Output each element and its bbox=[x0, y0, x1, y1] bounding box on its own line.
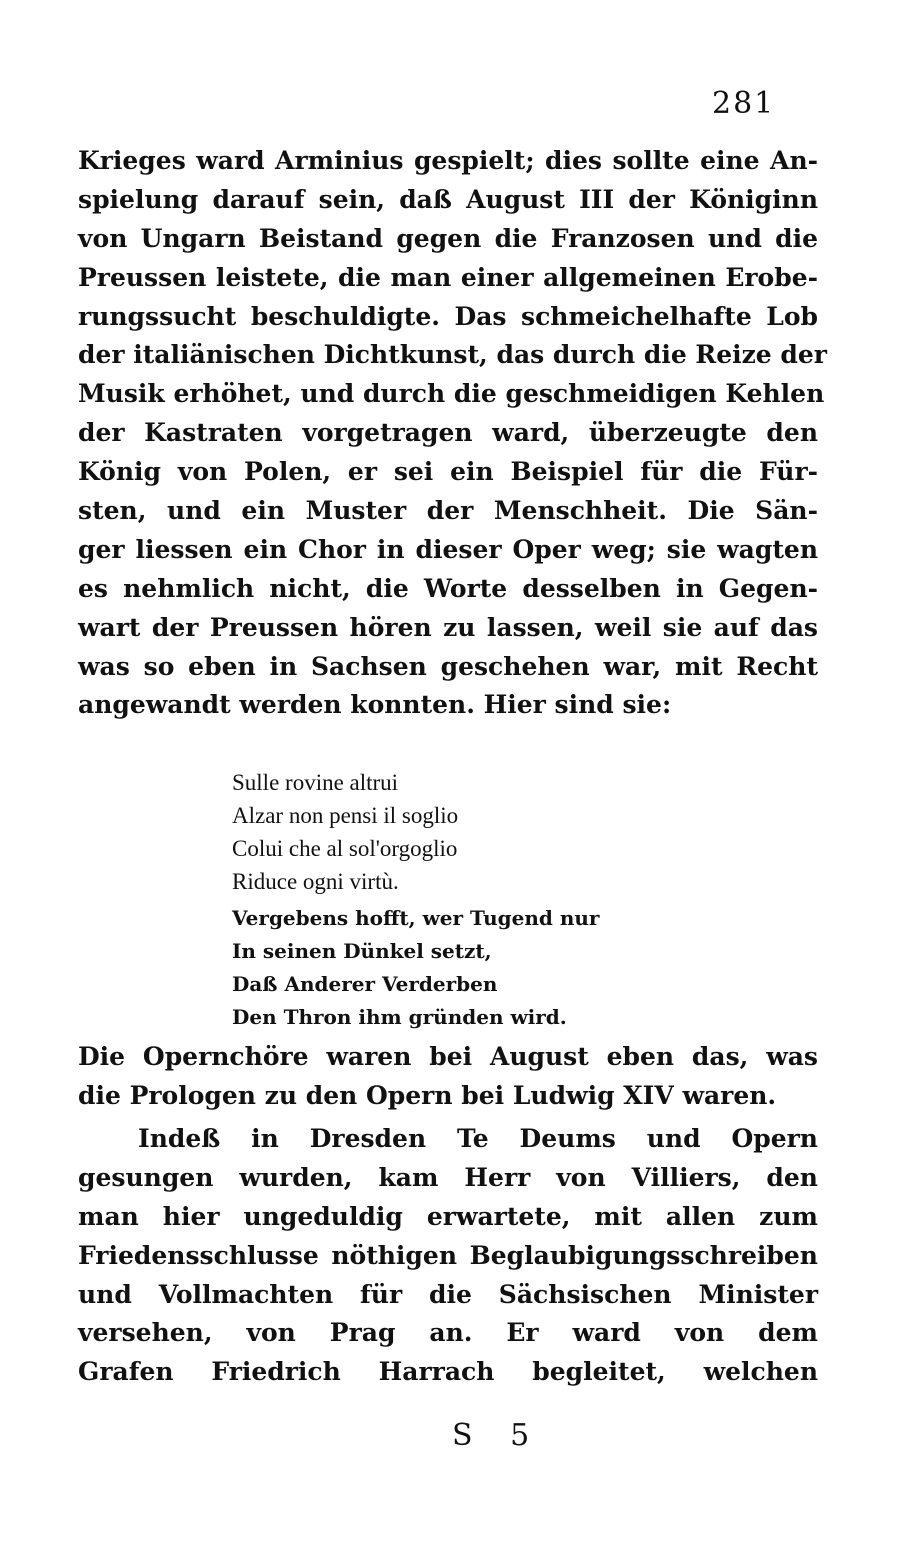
text-line: rungssucht beschuldigte. Das schmeichelhafte Lob bbox=[78, 301, 818, 331]
text-line: und Vollmachten für die Sächsischen Minister bbox=[78, 1279, 818, 1309]
text-line: man hier ungeduldig erwartete, mit allen zum bbox=[78, 1201, 818, 1231]
text-line: Die Opernchöre waren bei August eben das, was bbox=[78, 1042, 818, 1071]
verse-line: Daß Anderer Verderben bbox=[232, 972, 498, 996]
text-line: der Kastraten vorgetragen ward, überzeugte den bbox=[78, 418, 818, 448]
paragraph-1 bbox=[78, 142, 827, 725]
text-line: von Ungarn Beistand gegen die Franzosen und die bbox=[78, 223, 818, 253]
verse-line: Sulle rovine altrui bbox=[232, 770, 399, 795]
paragraph-3 bbox=[78, 1120, 818, 1392]
text-line: König von Polen, er sei ein Beispiel für die Für- bbox=[78, 457, 818, 487]
text-line: sten, und ein Muster der Menschheit. Die Sän- bbox=[78, 496, 818, 526]
text-line: Friedensschlusse nöthigen Beglaubigungsschreiben bbox=[78, 1240, 818, 1270]
text-line: der italiänischen Dichtkunst, das durch die Reize der bbox=[78, 340, 827, 370]
text-line: wart der Preussen hören zu lassen, weil sie auf das bbox=[78, 612, 818, 642]
text-line: spielung darauf sein, daß August III der Königinn bbox=[78, 184, 818, 214]
verse-german bbox=[232, 902, 599, 1034]
text-line: was so eben in Sachsen geschehen war, mit Recht bbox=[78, 651, 818, 681]
verse-line: Colui che al sol'orgoglio bbox=[232, 836, 458, 861]
text-line: Grafen Friedrich Harrach begleitet, welchen bbox=[78, 1357, 818, 1387]
text-line: versehen, von Prag an. Er ward von dem bbox=[78, 1318, 818, 1348]
text-line: gesungen wurden, kam Herr von Villiers, den bbox=[78, 1162, 818, 1192]
verse-line: Alzar non pensi il soglio bbox=[232, 803, 459, 828]
text-line: ger liessen ein Chor in dieser Oper weg; sie wagten bbox=[78, 534, 818, 564]
text-line: angewandt werden konnten. Hier sind sie: bbox=[78, 690, 672, 720]
verse-line: Riduce ogni virtù. bbox=[232, 869, 399, 894]
verse-line: In seinen Dünkel setzt, bbox=[232, 939, 492, 963]
verse-line: Den Thron ihm gründen wird. bbox=[232, 1005, 567, 1029]
text-line: Musik erhöhet, und durch die geschmeidigen Kehlen bbox=[78, 379, 825, 409]
signature-mark: S 5 bbox=[452, 1418, 544, 1453]
paragraph-2 bbox=[78, 1038, 818, 1116]
text-line: Krieges ward Arminius gespielt; dies sollte eine An- bbox=[78, 146, 818, 175]
text-line: Indeß in Dresden Te Deums und Opern bbox=[138, 1124, 818, 1153]
page-number: 281 bbox=[712, 86, 776, 121]
text-line: Preussen leistete, die man einer allgemeinen Erobe- bbox=[78, 262, 818, 292]
text-line: die Prologen zu den Opern bei Ludwig XIV waren. bbox=[78, 1080, 777, 1110]
verse-italian bbox=[232, 766, 458, 898]
text-line: es nehmlich nicht, die Worte desselben in Gegen- bbox=[78, 573, 818, 603]
verse-line: Vergebens hofft, wer Tugend nur bbox=[232, 906, 600, 930]
